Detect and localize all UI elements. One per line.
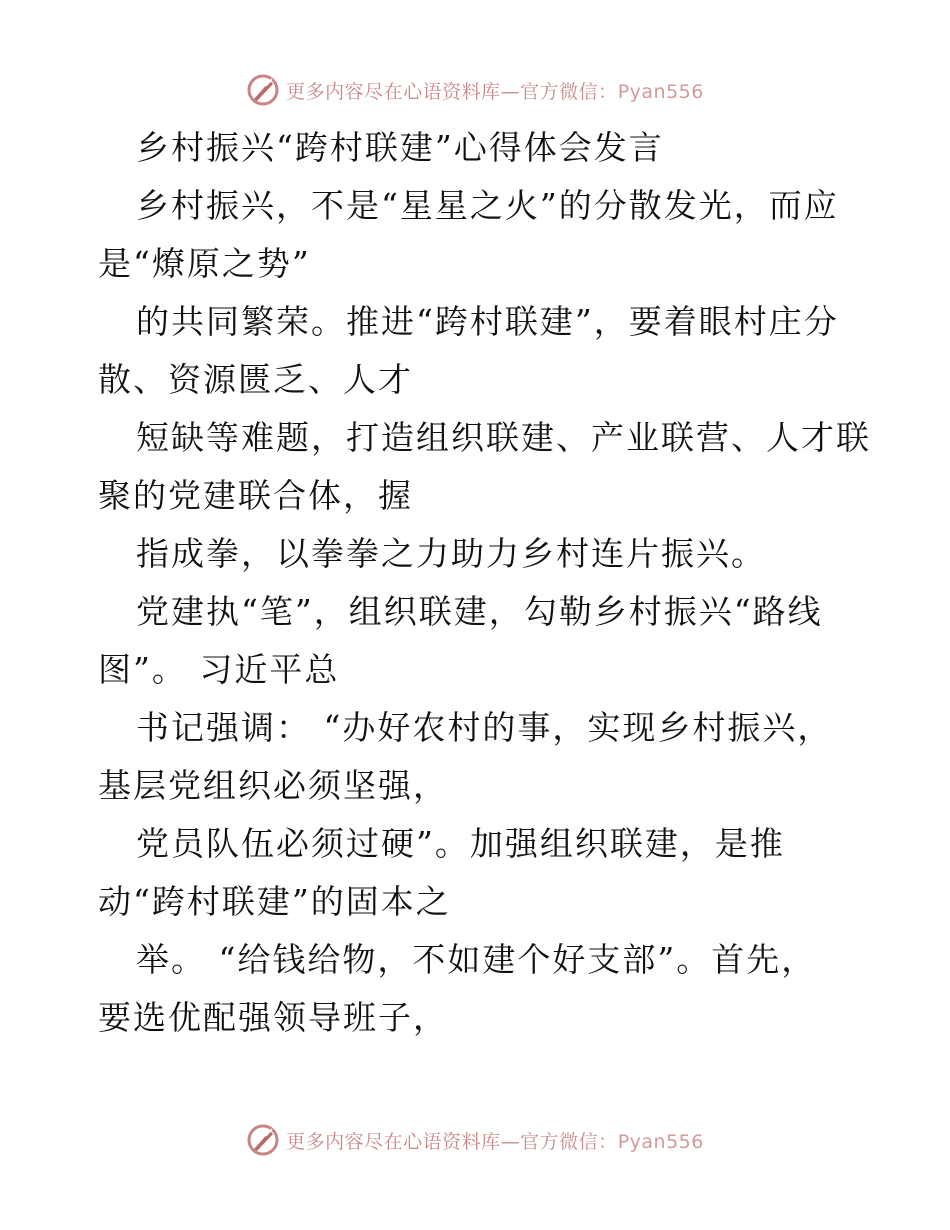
paragraph-line: 是“燎原之势”: [98, 244, 311, 283]
paragraph-line: 图”。 习近平总: [98, 650, 340, 689]
paragraph-line: 书记强调： “办好农村的事，实现乡村振兴，: [136, 708, 833, 747]
footer-watermark: [0, 1120, 950, 1160]
watermark-official-text: 官方微信：: [520, 80, 618, 103]
watermark-dash: —: [500, 1130, 521, 1153]
paragraph-line: 指成拳，以拳拳之力助力乡村连片振兴。: [136, 534, 766, 573]
watermark-main-text: 更多内容尽在心语资料库: [286, 1130, 501, 1153]
paragraph-line: 举。 “给钱给物，不如建个好支部”。首先，: [136, 940, 817, 979]
paragraph-line: 动“跨村联建”的固本之: [98, 882, 451, 921]
paragraph-line: 党员队伍必须过硬”。加强组织联建，是推: [136, 824, 785, 863]
watermark-wechat-id: Pyan556: [617, 80, 704, 103]
watermark-main-text: 更多内容尽在心语资料库: [286, 80, 501, 103]
paragraph-line: 基层党组织必须坚强，: [98, 766, 448, 805]
paragraph-line: 党建执“笔”，组织联建，勾勒乡村振兴“路线: [136, 592, 823, 631]
paragraph-line: 乡村振兴，不是“星星之火”的分散发光，而应: [136, 186, 839, 225]
paragraph-line: 短缺等难题，打造组织联建、产业联营、人才联: [136, 418, 871, 457]
paragraph-line: 的共同繁荣。推进“跨村联建”，要着眼村庄分: [136, 302, 839, 341]
paragraph-line: 聚的党建联合体，握: [98, 476, 413, 515]
document-title: 乡村振兴“跨村联建”心得体会发言: [136, 128, 664, 167]
paragraph-line: 散、资源匮乏、人才: [98, 360, 413, 399]
watermark-official-text: 官方微信：: [520, 1130, 618, 1153]
watermark-dash: —: [500, 80, 521, 103]
header-watermark: [0, 70, 950, 110]
quill-seal-icon: [246, 73, 280, 107]
watermark-wechat-id: Pyan556: [617, 1130, 704, 1153]
quill-seal-icon: [246, 1123, 280, 1157]
paragraph-line: 要选优配强领导班子，: [98, 998, 448, 1037]
